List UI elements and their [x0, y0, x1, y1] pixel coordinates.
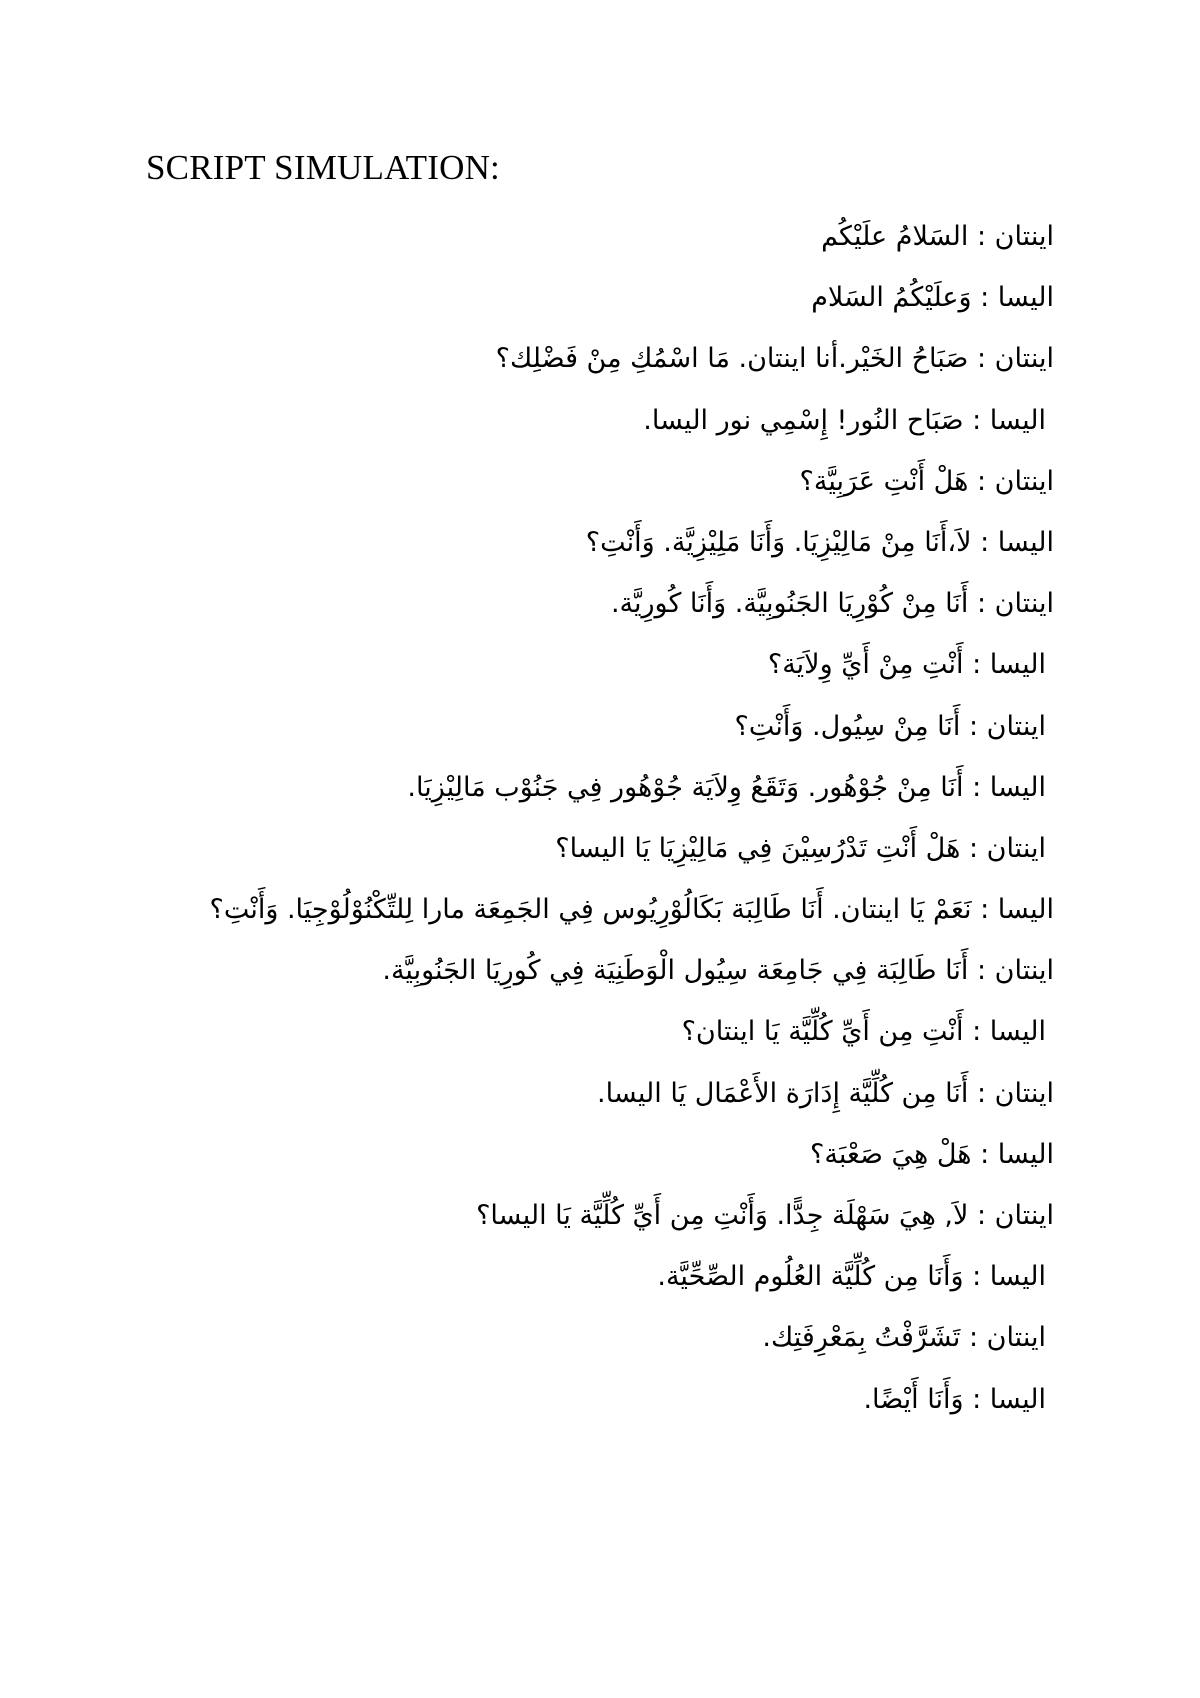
dialogue-line: اليسا : وَأَنَا مِن كُلِّيَّة العُلُوم الصِّحِّيَّة.: [657, 1261, 1046, 1293]
dialogue-line: اينتان : السَلامُ علَيْكُم: [821, 221, 1054, 252]
dialogue-line: اينتان : أَنَا مِنْ كُوْرِيَا الجَنُوبِيَّة. وَأَنَا كُورِيَّة.: [610, 588, 1054, 620]
dialogue-line: اينتان : تَشَرَّفْتُ بِمَعْرِفَتِك.: [762, 1322, 1046, 1354]
dialogue-line: اينتان : صَبَاحُ الخَيْر.أنا اينتان. مَا اسْمُكِ مِنْ فَضْلِك؟: [495, 343, 1054, 375]
dialogue-line: اليسا : أَنْتِ مِن أَيِّ كُلِّيَّة يَا اينتان؟: [681, 1016, 1046, 1048]
dialogue-line: اليسا : لاَ،أَنَا مِنْ مَالِيْزِيَا. وَأَنَا مَلِيْزِيَّة. وَأَنْتِ؟: [585, 526, 1054, 558]
dialogue-line: اينتان : هَلْ أَنْتِ تَدْرُسِيْنَ فِي مَالِيْزِيَا يَا اليسا؟: [555, 832, 1046, 864]
dialogue-line: اليسا : أَنْتِ مِنْ أَيِّ وِلاَيَة؟: [767, 649, 1046, 681]
dialogue-script: [34, 206, 1054, 1430]
dialogue-line: اليسا : هَلْ هِيَ صَعْبَة؟: [810, 1138, 1054, 1170]
dialogue-line: اليسا : صَبَاح النُور! إِسْمِي نور اليسا.: [643, 404, 1046, 436]
dialogue-line: اينتان : لاَ, هِيَ سَهْلَة جِدًّا. وَأَنْتِ مِن أَيِّ كُلِّيَّة يَا اليسا؟: [476, 1200, 1054, 1231]
dialogue-line: اليسا : وَأَنَا أَيْضًا.: [863, 1383, 1046, 1415]
dialogue-line: اليسا : وَعلَيْكُمُ السَلام: [811, 282, 1054, 314]
dialogue-line: اينتان : أَنَا مِنْ سِيُول. وَأَنْتِ؟: [734, 710, 1046, 742]
dialogue-line: اليسا : نَعَمْ يَا اينتان. أَنَا طَالِبَة بَكَالُوْرِيُوس فِي الجَمِعَة مارا لِلتِّكْنُوْلُوْجِيَا. وَأَنْتِ؟: [209, 894, 1054, 926]
dialogue-line: اينتان : هَلْ أَنْتِ عَرَبِيَّة؟: [799, 465, 1054, 497]
dialogue-line: اينتان : أَنَا طَالِبَة فِي جَامِعَة سِيُول الْوَطَنِيَة فِي كُورِيَا الجَنُوبِيَّة.: [382, 955, 1054, 987]
dialogue-line: اليسا : أَنَا مِنْ جُوْهُور. وَتَقَعُ وِلاَيَة جُوْهُور فِي جَنُوْب مَالِيْزِيَا.: [407, 771, 1046, 803]
dialogue-line: اينتان : أَنَا مِن كُلِّيَّة إِدَارَة الأَعْمَال يَا اليسا.: [597, 1077, 1054, 1109]
document-heading: SCRIPT SIMULATION:: [146, 148, 500, 187]
